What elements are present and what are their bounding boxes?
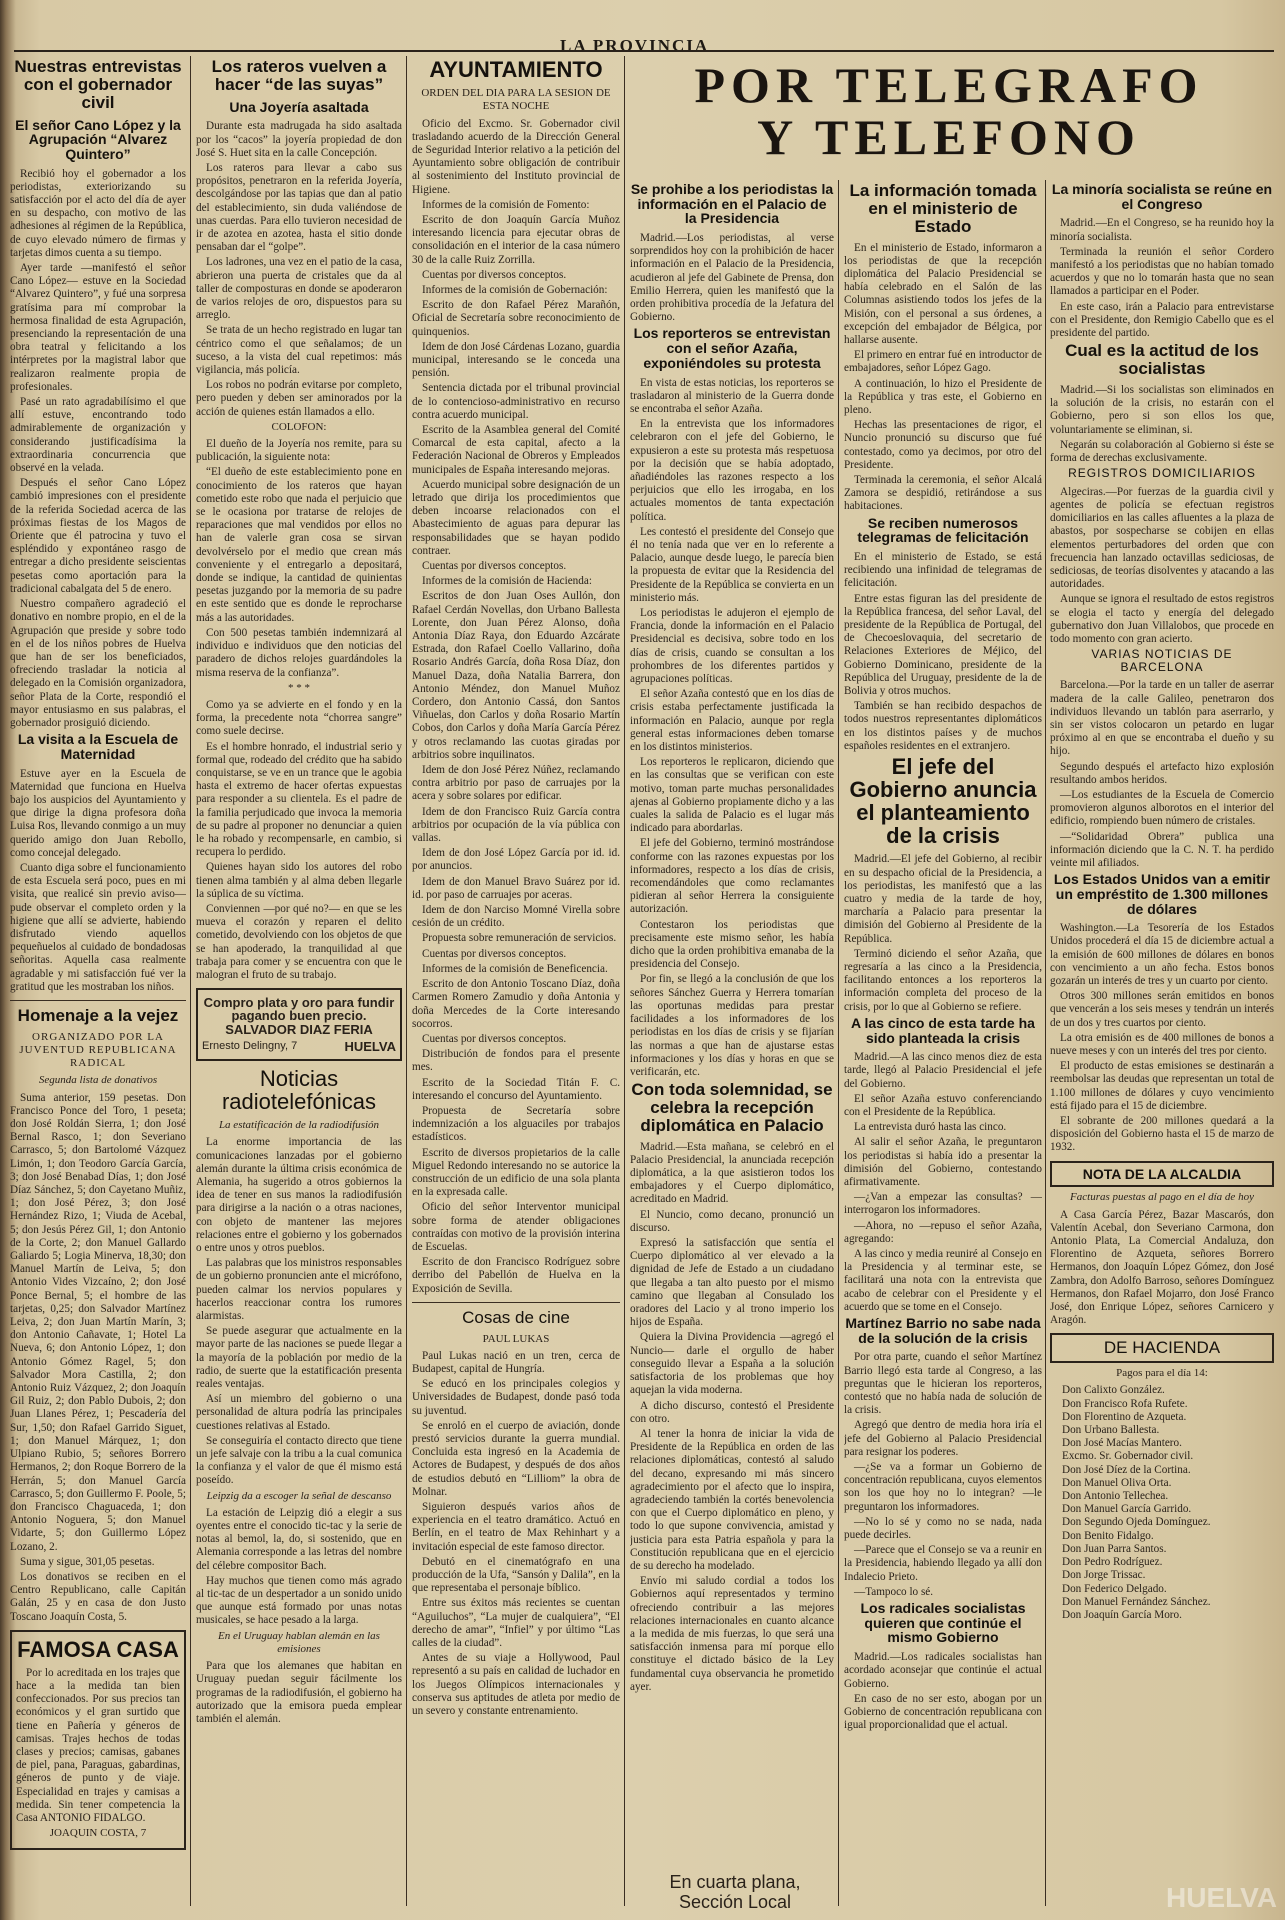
- paragraph: Acuerdo municipal sobre designación de un letrado que dirija los procedimientos que deben incoarse relacionados con el Abastecimiento de aguas para depurar las responsabilidades que se hayan podido contraer.: [412, 478, 620, 557]
- column-2: [196, 56, 402, 1916]
- article-subheadline: ORDEN DEL DIA PARA LA SESION DE ESTA NOCHE: [421, 87, 611, 113]
- paragraph: Los rateros para llevar a cabo sus propósitos, penetraron en la referida Joyería, descolgándose por las tapias que dan al patio del establecimiento, sin duda valiéndose de unas cuerdas. Para ello tuvieron necesidad de ir de azotea en azotea, hasta el sitio donde pensaban dar el “golpe”.: [196, 161, 402, 254]
- paragraph: Quienes hayan sido los autores del robo tienen alma también y al alma deben llegarle la súplica de su víctima.: [196, 861, 402, 900]
- list-item: Don Manuel Fernández Sánchez.: [1062, 1595, 1211, 1608]
- main-title-line2: Y TELEFONO: [757, 109, 1141, 165]
- paragraph: A dicho discurso, contestó el Presidente con otro.: [630, 1399, 834, 1425]
- column-6: [1050, 180, 1274, 1906]
- article-headline: La minoría socialista se reúne en el Congreso: [1051, 181, 1273, 212]
- paragraph: La enorme importancia de las comunicaciones lanzadas por el gobierno alemán durante la última crisis económica de Alemania, ha sugerido a otros gobiernos la idea de tener en sus manos la radiodifusión para dirigirse a la nación o a otras naciones, con objeto de mantener las mejores relaciones entre el gobierno y los gobernados o entre unos y otros pueblos.: [196, 1136, 402, 1254]
- paragraph: Madrid.—A las cinco menos diez de esta tarde, llegó al Palacio Presidencial el jefe del Gobierno.: [844, 1051, 1042, 1090]
- paragraph: Como ya se advierte en el fondo y en la forma, la precedente nota “chorrea sangre” como suele decirse.: [196, 698, 402, 738]
- paragraph: —Los estudiantes de la Escuela de Comercio promovieron algunos alborotos en el interior del edificio, rompiendo buen número de cristales.: [1050, 788, 1274, 828]
- paragraph: Propuesta de Secretaría sobre indemnización a los alguaciles por trabajos estadísticos.: [412, 1104, 620, 1144]
- paragraph: Aunque se ignora el resultado de estos registros se elogia el tacto y energía del delegado gubernativo don Juan Villalobos, que procede en todo momento con gran acierto.: [1050, 593, 1274, 645]
- column-divider: [838, 180, 839, 1906]
- paragraph: Agregó que dentro de media hora iría el jefe del Gobierno al Palacio Presidencial para resignar los poderes.: [844, 1419, 1042, 1458]
- list-item: Don Juan Parra Santos.: [1062, 1542, 1167, 1555]
- paragraph: Es el hombre honrado, el industrial serio y formal que, rodeado del crédito que ha sabido conquistarse, se ve en un trance que le agobia hasta el extremo de hacer ofertas expuestas para responder a su clientela. Es el padre de la familia perjudicado que invoca la memoria de su padre al proponer no denunciar a quien le ha robado y recompensarle, en cambio, si recupera lo perdido.: [196, 740, 402, 859]
- paragraph: Paul Lukas nació en un tren, cerca de Budapest, capital de Hungría.: [412, 1349, 620, 1376]
- paragraph: Antes de su viaje a Hollywood, Paul representó a su país en calidad de luchador en los Juegos Olímpicos internacionales y conserva sus aptitudes de atleta por medio de un severo y constante entrenamiento.: [412, 1652, 620, 1718]
- paragraph: —Ahora, no —repuso el señor Azaña, agregando:: [844, 1219, 1042, 1245]
- list-item: Don Segundo Ojeda Domínguez.: [1062, 1516, 1211, 1529]
- paragraph: Las palabras que los ministros responsables de un gobierno pronuncien ante el micrófono, pueden calmar los nervios populares y hacerlos reaccionar contra los rumores alarmistas.: [196, 1257, 402, 1323]
- ad-text: Por lo acreditada en los trajes que hace a la medida tan bien confeccionados. Por sus precios tan económicos y el gran surtido que tiene en Pañería y géneros de camisas. Trajes hechos de todas clases y precios; camisas, gabanes de piel, pana, Paraguas, gabardinas, géneros de punto y de viaje. Especialidad en trajes y camisas a medida. Sin tener competencia la Casa ANTONIO FIDALGO.: [16, 1666, 180, 1825]
- paragraph: Idem de don José Cárdenas Lozano, guardia municipal, interesando se le conceda una pensión.: [412, 340, 620, 380]
- paragraph: Cuentas por diversos conceptos.: [422, 268, 567, 281]
- article-headline: El jefe del Gobierno anuncia el planteamiento de la crisis: [849, 754, 1037, 849]
- paragraph: Negarán su colaboración al Gobierno si éste se forma de derechas exclusivamente.: [1050, 438, 1274, 464]
- paragraph: Al tener la honra de iniciar la vida de Presidente de la República en orden de las relaciones diplomáticas, contestó al saludo del decano, expresando mi más sincero agradecimiento por el afecto que lo inspira, agradeciendo también la cortés benevolencia con que el Cuerpo diplomático en pleno, y todo lo que supone convivencia, amistad y justicia para esta Patria española y para la Constitución republicana que en el ejercicio de su derecho ha modelado.: [630, 1427, 834, 1572]
- total-line: Suma y sigue, 301,05 pesetas.: [20, 1555, 155, 1568]
- paragraph: Segundo después el artefacto hizo explosión resultando ambos heridos.: [1050, 760, 1274, 786]
- paragraph: Quiera la Divina Providencia —agregó el Nuncio— darle el orgullo de haber conseguido llevar a España a la solución satisfactoria de los problemas que hoy aquejan la vida moderna.: [630, 1331, 834, 1397]
- article-subheadline: En el Uruguay hablan alemán en las emisiones: [218, 1629, 380, 1655]
- paragraph: Hay muchos que tienen como más agrado al tic-tac de un despertador a un sonido unido que aunque está formado por unas notas musicales, se hace pesado a la larga.: [196, 1574, 402, 1627]
- ad-footer: [202, 1040, 396, 1053]
- article-headline: Los radicales socialistas quieren que continúe el mismo Gobierno: [860, 1600, 1026, 1646]
- separator-stars: * * *: [288, 681, 310, 694]
- article-headline: Los rateros vuelven a hacer “de las suyas”: [211, 57, 387, 94]
- article-subheadline: Pagos para el día 14:: [1116, 1367, 1208, 1380]
- paragraph: Nuestro compañero agradeció el donativo en nombre propio, en el de la Agrupación que preside y sobre todo en el de los niños pobres de Huelva que han de ser los beneficiados, ofreciendo trasladar la noticia al delegado en la Comisión organizadora, señor Plata de la Corte, respondió el mayor entusiasmo en sus palabras, el gobernador prosiguió diciendo.: [10, 598, 186, 729]
- list-item: Don Florentino de Azqueta.: [1062, 1410, 1187, 1423]
- list-item: Don Calixto González.: [1062, 1384, 1165, 1397]
- paragraph: El señor Azaña contestó que en los días de crisis estaba perfectamente justificada la información en Palacio, aunque por regla general estas informaciones deben tomarse en los distintos ministerios.: [630, 688, 834, 754]
- article-headline: AYUNTAMIENTO: [429, 57, 603, 82]
- article-headline: Los Estados Unidos van a emitir un empréstito de 1.300 millones de dólares: [1053, 871, 1271, 917]
- paragraph: Idem de don Narciso Momné Virella sobre cesión de un crédito.: [412, 904, 620, 930]
- list-item: Don Manuel García Garrido.: [1062, 1503, 1192, 1516]
- paragraph: Los robos no podrán evitarse por completo, pero pueden y deben ser aminorados por la acción de quienes están llamados a ello.: [196, 379, 402, 418]
- paragraph: Escrito de don Rafael Pérez Marañón, Oficial de Secretaría sobre reconocimiento de quinquenios.: [412, 299, 620, 338]
- paragraph: Madrid.—Los periodistas, al verse sorprendidos hoy con la prohibición de hacer información en el Palacio de la Presidencia, acudieron al jefe del Gabinete de Prensa, don Emilio Herrera, quien les manifestó que la orden prohibitiva procedía de la Jefatura del Gobierno.: [630, 232, 834, 324]
- column-5: [844, 180, 1042, 1906]
- paragraph: Hechas las presentaciones de rigor, el Nuncio pronunció su discurso que fué contestado, como ya decimos, por otro del Presidente.: [844, 419, 1042, 471]
- article-headline: A las cinco de esta tarde ha sido planteada la crisis: [851, 1014, 1035, 1046]
- paragraph: En el ministerio de Estado, informaron a los periodistas de que la recepción diplomática del Palacio Presidencial se había celebrado en el Salón de las Columnas asistiendo todos los jefes de la Misión, con el personal a sus órdenes, a excepción del embajador de Bélgica, por hallarse ausente.: [844, 241, 1042, 346]
- paragraph: Cuanto diga sobre el funcionamiento de esta Escuela será poco, pues en mi visita, que realicé sin previo aviso— pude observar el completo orden y la higiene que allí se advierte, habiendo disfrutado viendo aquellos pequeñuelos al cuidado de bondadosas señoritas. Aquella casa realmente agradable y mi satisfacción fué ver la gratitud que les mostraban los niños.: [10, 861, 186, 993]
- notice-box: [1050, 1333, 1274, 1363]
- paragraph: Terminó diciendo el señor Azaña, que regresaría a las cinco a la Presidencia, facilitando entonces a los reporteros la información completa del proceso de la crisis, por lo que al Gobierno se refiere.: [844, 947, 1042, 1013]
- paragraph: Entre sus éxitos más recientes se cuentan “Aguiluchos”, “La mujer de cualquiera”, “El derecho de amar”, “Infiel” y por último “Las calles de la ciudad”.: [412, 1597, 620, 1650]
- paragraph: Barcelona.—Por la tarde en un taller de aserrar madera de la calle Galileo, penetraron dos individuos llevando un tablón para aserrarlo, y sin ser vistos colocaron un petardo en lugar próximo al en que se encontraba el dueño y su hijo.: [1050, 679, 1274, 758]
- paragraph: Los periodistas le adujeron el ejemplo de Francia, donde la información en el Palacio Presidencial es decisiva, sobre todo en los días de crisis, cuando se consultan a los prohombres de los diferentes partidos y agrupaciones políticas.: [630, 607, 834, 686]
- ad-address: JOAQUIN COSTA, 7: [49, 1827, 147, 1840]
- paragraph: —No lo sé y como no se nada, nada puede decirles.: [844, 1515, 1042, 1542]
- paragraph: Informes de la comisión de Fomento:: [422, 198, 590, 211]
- article-subheadline: Leipzig da a escoger la señal de descanso: [206, 1489, 392, 1502]
- paragraph: Se educó en los principales colegios y Universidades de Budapest, donde pasó toda su juventud.: [412, 1378, 620, 1417]
- paragraph: Por otra parte, cuando el señor Martínez Barrio llegó esta tarde al Congreso, a las preguntas que le hicieran los reporteros, contestó que no había nada de solución de la crisis.: [844, 1351, 1042, 1417]
- paragraph: Para que los alemanes que habitan en Uruguay puedan seguir fácilmente los programas de la radiodifusión, el gobierno ha autorizado que la emisora pueda emplear también el alemán.: [196, 1660, 402, 1725]
- article-subheadline: PAUL LUKAS: [482, 1332, 550, 1345]
- article-subheadline: La visita a la Escuela de Maternidad: [17, 731, 179, 762]
- paragraph: Escrito de la Sociedad Titán F. C. interesando el concurso del Ayuntamiento.: [412, 1076, 620, 1102]
- article-headline: Martínez Barrio no sabe nada de la solución de la crisis: [845, 1315, 1041, 1346]
- list-item: Don Jorge Trissac.: [1062, 1569, 1146, 1582]
- paragraph: En vista de estas noticias, los reporteros se trasladaron al ministerio de la Guerra donde se encontraba el señor Azaña.: [630, 376, 834, 415]
- list-item: Don Benito Fidalgo.: [1062, 1529, 1154, 1542]
- list-title: Segunda lista de donativos: [38, 1074, 158, 1087]
- article-headline: Cual es la actitud de los socialistas: [1065, 341, 1259, 379]
- paragraph: Cuentas por diversos conceptos.: [422, 1032, 567, 1045]
- paragraph: Escritos de don Juan Oses Aullón, don Rafael Cerdán Novellas, don Urbano Ballesta Lorente, don Juan Pérez Alonso, doña Antonia Díaz Raya, don Eduardo Azcárate Estrada, don Rafael Coello Vallarino, doña Rosario Andrés García, doña Rosa Díaz, don Manuel Daza, doña Natalia Barrera, don Antonio Méndez, don Manuel Muñoz Cordero, don Antonio Cassá, don Santos Viñuelas, don Carlos y doña Rosario Martín Cobos, don Carlos y doña María García Pérez y otros reclamando las cuotas giradas por arbitrios sobre inquilinatos.: [412, 590, 620, 761]
- paragraph: Oficio del señor Interventor municipal sobre forma de atender obligaciones contraídas con motivo de la provisión interina de Escuelas.: [412, 1201, 620, 1253]
- advertisement: [10, 1630, 186, 1851]
- paragraph: Así un miembro del gobierno o una personalidad de altura podría las principales cuestiones relativas al Estado.: [196, 1393, 402, 1432]
- paragraph: En caso de no ser esto, abogan por un Gobierno de concentración republicana con igual proporcionalidad que el actual.: [844, 1692, 1042, 1732]
- paragraph: A las cinco y media reuniré al Consejo en la Presidencia y al terminar este, se facilitará una nota con la entrevista que acabo de celebrar con el Presidente y el acuerdo que se tome en el Consejo.: [844, 1248, 1042, 1313]
- paragraph: En el ministerio de Estado, se está recibiendo una infinidad de telegramas de felicitación.: [844, 550, 1042, 590]
- paragraph: Informes de la comisión de Beneficencia.: [422, 962, 608, 975]
- paragraph: Después el señor Cano López cambió impresiones con el presidente de la referida Sociedad acerca de las próximas fiestas de los Magos de Oriente que él patrocina y tuvo el espléndido y expontáneo rasgo de entregar a dicho presidente seiscientas pesetas como aportación para la tradicional cabalgata del 5 de enero.: [10, 477, 186, 595]
- ad-name: SALVADOR DIAZ FERIA: [225, 1021, 373, 1037]
- paragraph: Idem de don José López García por id. id. por anuncios.: [412, 847, 620, 873]
- archive-watermark: HUELVA: [1166, 1882, 1277, 1913]
- paragraph: Madrid.—En el Congreso, se ha reunido hoy la minoría socialista.: [1050, 217, 1274, 243]
- paragraph: Madrid.—Los radicales socialistas han acordado aconsejar que continúe el actual Gobierno.: [844, 1651, 1042, 1690]
- paragraph: Entre estas figuran las del presidente de la República francesa, del señor Laval, del presidente de la República de Portugal, del de Checoeslovaquia, del secretario de Relaciones Exteriores de Méjico, del Gobierno Dominicano, presidente de la República del Uruguay, presidente de la de Bolivia y otros muchos.: [844, 592, 1042, 697]
- article-subheadline: Facturas puestas al pago en el día de hoy: [1070, 1191, 1254, 1204]
- list-item: Don Manuel Oliva Orta.: [1062, 1476, 1172, 1489]
- paragraph: Idem de don Manuel Bravo Suárez por id. id. por paso de carruajes por aceras.: [412, 875, 620, 901]
- paragraph: Distribución de fondos para el presente mes.: [412, 1048, 620, 1074]
- paragraph: Informes de la comisión de Hacienda:: [422, 575, 592, 588]
- paragraph: La otra emisión es de 400 millones de bonos a nueve meses y con un interés del tres por ciento.: [1050, 1031, 1274, 1058]
- paragraph: Cuentas por diversos conceptos.: [422, 560, 567, 572]
- paragraph: Les contestó el presidente del Consejo que él no tenía nada que ver en lo referente a Palacio, aunque desde luego, le parecía bien la propuesta de evitar que la Residencia del Presidente de la República se convierta en un ministerio más.: [630, 525, 834, 604]
- article-headline: Nuestras entrevistas con el gobernador civil: [14, 57, 182, 112]
- paragraph: Por fin, se llegó a la conclusión de que los señores Sánchez Guerra y Herrera tomarían las oportunas medidas para prestar facilidades a los informadores de los periodistas en los días de crisis y se fijarían las normas a que han de ajustarse estas informaciones y los días y horas en que se verificarán, etc.: [630, 973, 834, 1078]
- paragraph: Madrid.—El jefe del Gobierno, al recibir en su despacho oficial de la Presidencia, a los periodistas, les manifestó que a las cuatro y media de la tarde de hoy, marcharía a Palacio para presentar la dimisión del Gobierno al Presidente de la República.: [844, 853, 1042, 945]
- article-headline: Noticias radiotelefónicas: [221, 1065, 377, 1115]
- top-rule: [14, 50, 1274, 52]
- payee-list: [1050, 1384, 1274, 1622]
- list-item: Don José Macías Mantero.: [1062, 1437, 1182, 1450]
- article-headline: Con toda solemnidad, se celebra la recepción diplomática en Palacio: [631, 1080, 833, 1135]
- paragraph: Terminada la ceremonia, el señor Alcalá Zamora se despidió, retirándose a sus habitaciones.: [844, 473, 1042, 513]
- column-divider: [1045, 180, 1046, 1906]
- article-headline: Se prohibe a los periodistas la información en el Palacio de la Presidencia: [630, 181, 834, 227]
- article-headline: Se reciben numerosos telegramas de felicitación: [857, 514, 1029, 546]
- paragraph: Debutó en el cinematógrafo en una producción de la Ufa, “Sansón y Dalila”, en la que representaba el personaje bíblico.: [412, 1555, 620, 1595]
- column-3: [412, 56, 620, 1916]
- paragraph: Otros 300 millones serán emitidos en bonos que vencerán a los seis meses y tendrán un interés de un dos y tres cuartos por ciento.: [1050, 990, 1274, 1029]
- paragraph: Se conseguiría el contacto directo que tiene un jefe salvaje con la tribu a la cual comunica la confianza y el valor de que él mismo está poseído.: [196, 1434, 402, 1487]
- ad-address: Ernesto Delingny, 7: [202, 1039, 298, 1052]
- paragraph: Recibió hoy el gobernador a los periodistas, exteriorizando su satisfacción por el acto del día de ayer en su despacho, con motivo de las adhesiones al régimen de la República, de cuyo elevado número de firmas y tarjetas dimos cuenta a su tiempo.: [10, 167, 186, 259]
- column-4: [630, 180, 834, 1868]
- article-headline: Homenaje a la vejez: [17, 1005, 179, 1025]
- article-subheadline: La estatificación de la radiodifusión: [218, 1119, 380, 1132]
- paragraph: —Parece que el Consejo se va a reunir en la Presidencia, habiendo llegado ya allí don Indalecio Prieto.: [844, 1544, 1042, 1583]
- main-title-line1: POR TELEGRAFO: [694, 57, 1204, 113]
- paragraph: A continuación, lo hizo el Presidente de la República y tras este, el Gobierno en pleno.: [844, 377, 1042, 416]
- paragraph: Oficio del Excmo. Sr. Gobernador civil trasladando acuerdo de la Dirección General de Seguridad Interior relativo a la petición del Ayuntamiento sobre obligación de contribuir al sostenimiento del Instituto provincial de Higiene.: [412, 117, 620, 196]
- list-item: Don Francisco Rofa Rufete.: [1062, 1397, 1188, 1410]
- section-footer-note: En cuarta plana, Sección Local: [669, 1872, 801, 1912]
- paragraph: Escrito de don Antonio Toscano Díaz, doña Carmen Romero Zamudio y doña Antonia y doña Mercedes de la Corte interesando socorros.: [412, 978, 620, 1030]
- masthead: LA PROVINCIA: [560, 36, 710, 55]
- paragraph: Washington.—La Tesorería de los Estados Unidos procederá el día 15 de diciembre actual a la emisión de 600 millones de dólares en bonos con vencimiento a un año fecha. Estos bonos gozarán un interés de tres y un cuarto por ciento.: [1050, 922, 1274, 988]
- section-heading: VARIAS NOTICIAS DE BARCELONA: [1091, 647, 1233, 674]
- paragraph: Escrito de la Asamblea general del Comité Comarcal de esta capital, afecto a la Federación Nacional de Obreros y Empleados municipales de España interesando mejoras.: [412, 423, 620, 476]
- ad-text: Compro plata y oro para fundir pagando buen precio.: [203, 995, 395, 1024]
- paragraph: Informes de la comisión de Gobernación:: [422, 283, 608, 296]
- divider: [412, 1302, 620, 1303]
- paragraph: Contestaron los periodistas que precisamente este mismo señor, les había dicho que la orden prohibitiva emanaba de la presidencia del Consejo.: [630, 918, 834, 971]
- paragraph: Escrito de don Francisco Rodríguez sobre derribo del Pabellón de Huelva en la Exposición de Sevilla.: [412, 1256, 620, 1295]
- paragraph: También se han recibido despachos de todos nuestros representantes diplomáticos en los distintos países y de muchos españoles residentes en el extranjero.: [844, 700, 1042, 752]
- paragraph: —“Solidaridad Obrera” publica una información diciendo que la C. N. T. ha perdido veinte mil afiliados.: [1050, 830, 1274, 869]
- article-headline: Los reporteros se entrevistan con el señor Azaña, exponiéndoles su protesta: [633, 325, 831, 371]
- paragraph: Con 500 pesetas también indemnizará al individuo e individuos que den noticias del paradero de dichos relojes guardándoles la misma reserva de la confianza”.: [196, 626, 402, 679]
- list-item: Don Joaquín García Moro.: [1062, 1608, 1182, 1621]
- paragraph: La entrevista duró hasta las cinco.: [854, 1121, 1007, 1134]
- paragraph: Idem de don Francisco Ruiz García contra arbitrios por ocupación de la vía pública con vallas.: [412, 805, 620, 845]
- paragraph: Sentencia dictada por el tribunal provincial de lo contencioso-administrativo en recurso contra acuerdo municipal.: [412, 382, 620, 421]
- notice-title: DE HACIENDA: [1103, 1338, 1221, 1358]
- section-heading: REGISTROS DOMICILIARIOS: [1068, 466, 1256, 481]
- paragraph: —¿Se va a formar un Gobierno de concentración republicana, cuyos elementos son los que hoy no lo integran? —le preguntaron los informadores.: [844, 1461, 1042, 1513]
- article-headline: Cosas de cine: [462, 1307, 570, 1327]
- paragraph: Siguieron después varios años de experiencia en el teatro dramático. Actuó en Berlín, en el teatro de Max Rehinhart y a invitación especial de este famoso director.: [412, 1501, 620, 1553]
- paragraph: El señor Azaña estuvo conferenciando con el Presidente de la República.: [844, 1092, 1042, 1119]
- paragraph: —Tampoco lo sé.: [854, 1585, 934, 1598]
- column-divider: [190, 56, 191, 1906]
- ad-city: HUELVA: [344, 1038, 396, 1054]
- advertisement: [196, 988, 402, 1061]
- list-item: Excmo. Sr. Gobernador civil.: [1062, 1450, 1194, 1463]
- paragraph: El jefe del Gobierno, terminó mostrándose conforme con las razones expuestas por los informadores, respecto a los días de crisis, recomendándoles que como reclamantes pidieran al señor Herrera la consiguiente autorización.: [630, 837, 834, 916]
- paragraph: Suma anterior, 159 pesetas. Don Francisco Ponce del Toro, 1 peseta; don José Roldán Sierra, 1; don José Bernal Rasco, 1; don Severiano Carrasco, 5; don Bartolomé Vázquez Limón, 1; don Teodoro García García, 3; don José Benabad Días, 1; don José Díaz Sánchez, 5; don Cayetano Muñiz, 1; don José Pérez, 3; don José Hernández Rizo, 1; Viuda de Acebal, 5; don Jesús Pérez Gil, 1; don Antonio de la Corte, 2; don Manuel Gallardo Galiardo 5; Logia Minerva, 18,30; don Manuel Martín de Leiva, 5; don Antonio Vides Vizcaíno, 2; don José Ponce Bernal, 5; el hombre de las tarjetas, 0,25; don Salvador Martínez Leiva, 2; don Juan Martín Marín, 3; don Antonio Cañavate, 1; Hotel La Nueva, 6; don Antonio López, 1; don Antonio Gómez Ragel, 5; don Salvador Mora Castilla, 2; don Antonio Ruiz Vázquez, 2; don Joaquín Gil Ruiz, 2; don Pablo Dubois, 2; don Juan Llanes Pérez, 1; Pescadería del Sur, 1,50; don Rafael Garrido Siguet, 1; don Manuel Márquez, 1; don Ulpiano Rubio, 5; señores Borrero Hermanos, 2; don Roque Borrero de la Herrán, 5; don Manuel García Carrasco, 5; don Guillermo F. Poole, 5; don Francisco Chaguaceda, 1; don Antonio Noguera, 5; don Manuel Vidarte, 5; don Guillermo López Lozano, 2.: [10, 1091, 186, 1553]
- paragraph: Idem de don José Pérez Núñez, reclamando contra arbitrio por paso de carruajes por la acera y sobre solares por edificar.: [412, 764, 620, 803]
- paragraph: Propuesta sobre remuneración de servicios.: [422, 932, 617, 945]
- paragraph: Ayer tarde —manifestó el señor Cano López— estuve en la Sociedad “Alvarez Quintero”, y fué una sorpresa gratísima para mí comprobar la hermosa finalidad de esta Agrupación, presenciando la representación de una obra teatral y felicitando a los intérpretes por la magistral labor que realizaron realmente propia de profesionales.: [10, 262, 186, 393]
- paragraph: El producto de estas emisiones se destinarán a reembolsar las deudas que representan un total de 1.100 millones de dólares y cuyo vencimiento está fijado para el 15 de diciembre.: [1050, 1060, 1274, 1112]
- paragraph: La estación de Leipzig dió a elegir a sus oyentes entre el conocido tic-tac y la serie de notas al bemol, la, do, si sostenido, que en Alemania corresponde a las letras del nombre del célebre compositor Bach.: [196, 1506, 402, 1572]
- ad-title: FAMOSA CASA: [17, 1636, 179, 1662]
- paragraph: Se puede asegurar que actualmente en la mayor parte de las naciones se puede llegar a la mayoría de la población por medio de la radio, de suerte que la estatificación presenta reales ventajas.: [196, 1325, 402, 1391]
- paragraph: Al salir el señor Azaña, le preguntaron los periodistas si había ido a presentar la dimisión del Gobierno, contestando afirmativamente.: [844, 1136, 1042, 1189]
- notice-box: [1050, 1161, 1274, 1188]
- list-item: Don Federico Delgado.: [1062, 1582, 1167, 1595]
- paragraph: Se trata de un hecho registrado en lugar tan céntrico como el que señalamos; de un suceso, a la vista del cual repetimos: más vigilancia, más policía.: [196, 324, 402, 377]
- paragraph: En este caso, irán a Palacio para entrevistarse con el Presidente, don Remigio Cabello que es el presidente del partido.: [1050, 300, 1274, 339]
- column-divider: [406, 56, 407, 1906]
- list-item: Don Urbano Ballesta.: [1062, 1424, 1160, 1437]
- paragraph: Los reporteros le replicaron, diciendo que en las consultas que se verifican con este motivo, toman parte muchas personalidades ajenas al Gobierno propiamente dicho y a las cuales la salida de Palacio es el lugar más indicado para abordarlas.: [630, 756, 834, 835]
- paragraph: Escrito de don Joaquín García Muñoz interesando licencia para ejecutar obras de consolidación en el interior de la casa número 30 de la calle Ruiz Zorrilla.: [412, 213, 620, 266]
- paragraph: El Nuncio, como decano, pronunció un discurso.: [630, 1208, 834, 1234]
- paragraph: Se enroló en el cuerpo de aviación, donde prestó servicios durante la guerra mundial. Concluida esta ingresó en la Academia de Actores de Budapest, y después de dos años de estudios debutó en “Lilliom” la obra de Molnar.: [412, 1419, 620, 1498]
- paragraph: —¿Van a empezar las consultas? —interrogaron los informadores.: [844, 1191, 1042, 1217]
- paragraph: Pasé un rato agradabilísimo el que allí estuve, encontrando todo admirablemente de organización y considerando justificadísima la extraordinaria concurrencia que observé en la velada.: [10, 396, 186, 475]
- paragraph: Conviennen —por qué no?— en que se les mueva el corazón y reparen el delito cometido, devolviendo con los objetos de que se han apoderado, la tranquilidad al que trabaja para comer y se encuentra con que le malogran el fruto de su trabajo.: [196, 902, 402, 981]
- paragraph: Envío mi saludo cordial a todos los Gobiernos aquí representados y termino ofreciendo contribuir a las mejores relaciones internacionales en cuanto alcance a la medida de mis fuerzas, lo que será una satisfacción inmensa para mí porque ello constituye el dictado básico de la Ley fundamental cuya observancia he prometido ayer.: [630, 1575, 834, 1693]
- paragraph: Los donativos se reciben en el Centro Republicano, calle Capitán Galán, 25 y en casa de don Justo Toscano Joaquín Costa, 5.: [10, 1570, 186, 1623]
- paragraph: El dueño de la Joyería nos remite, para su publicación, la siguiente nota:: [196, 438, 402, 464]
- paragraph: Terminada la reunión el señor Cordero manifestó a los periodistas que no habían tomado acuerdos y que no lo tomarán hasta que no sean llamados a participar en el Poder.: [1050, 245, 1274, 298]
- article-subheadline: Una Joyería asaltada: [229, 98, 369, 115]
- organizer-line: ORGANIZADO POR LA JUVENTUD REPUBLICANA RADICAL: [19, 1030, 177, 1070]
- divider: [10, 1000, 186, 1001]
- paragraph: Madrid.—Si los socialistas son eliminados en la solución de la crisis, no estarán con el Gobierno, pero si son ellos los que, voluntariamente se eliminan, si.: [1050, 383, 1274, 436]
- paragraph: Algeciras.—Por fuerzas de la guardia civil y agentes de policía se efectuan registros domiciliarios en las calles afluentes a la plaza de abastos, por sospecharse se cobijen en ellas elementos perturbadores del orden que con frecuencia han lanzado octavillas sediciosas, de sediciosas, de teorías disolventes y atacando a las autoridades.: [1050, 485, 1274, 591]
- section-label: COLOFON:: [271, 420, 327, 433]
- list-item: Don José Díez de la Cortina.: [1062, 1463, 1191, 1476]
- list-item: Don Antonio Tellechea.: [1062, 1490, 1169, 1503]
- paragraph: Estuve ayer en la Escuela de Maternidad que funciona en Huelva bajo los auspicios del Ayuntamiento y que dirige la digna profesora doña Luisa Ros, llevando conmigo a un muy querido amigo don Juan Rebollo, como concejal delegado.: [10, 767, 186, 859]
- article-headline: La información tomada en el ministerio de Estado: [849, 181, 1037, 236]
- column-divider: [624, 56, 625, 1906]
- paragraph: El primero en entrar fué en introductor de embajadores, señor López Gago.: [844, 349, 1042, 375]
- list-item: Don Pedro Rodríguez.: [1062, 1556, 1163, 1569]
- paragraph: Escrito de diversos propietarios de la calle Miguel Redondo interesando no se autorice la construcción de un edificio de una sola planta en la expresada calle.: [412, 1146, 620, 1199]
- notice-title: NOTA DE LA ALCALDIA: [1082, 1165, 1242, 1182]
- article-subheadline: El señor Cano López y la Agrupación “Alvarez Quintero”: [15, 116, 181, 162]
- paragraph: Expresó la satisfacción que sentía el Cuerpo diplomático al ver elevado a la dignidad de Jefe de Estado a un ciudadano que llegaba a tan alto puesto por el mismo camino que llegaban al Consulado los oradores del Lacio y al trono imperio los hijos de España.: [630, 1237, 834, 1329]
- paragraph: Los ladrones, una vez en el patio de la casa, abrieron una puerta de cristales que da al taller de composturas en donde se apoderaron de varios relojes de oro, dispuestos para su arreglo.: [196, 256, 402, 322]
- paragraph: Madrid.—Esta mañana, se celebró en el Palacio Presidencial, la anunciada recepción diplomática, a la que asistieron todos los embajadores y el Cuerpo diplomático, acreditado en Madrid.: [630, 1140, 834, 1206]
- column-1: [10, 56, 186, 1916]
- paragraph: Cuentas por diversos conceptos.: [422, 947, 567, 960]
- paragraph: A Casa García Pérez, Bazar Mascarós, don Valentín Acebal, don Severiano Carmona, don Antonio Plata, La Comercial Andaluza, don Florentino de Azqueta, señores Borrero Hermanos, don Joaquín López Gómez, don José Zambra, don Adolfo Barroso, señores Domínguez Hermanos, don Rafael Mojarro, don José Franco José, don Enrique López, señores Carnicero y Aragón.: [1050, 1208, 1274, 1327]
- paragraph: Durante esta madrugada ha sido asaltada por los “cacos” la joyería propiedad de don José S. Huet sita en la calle Concepción.: [196, 120, 402, 159]
- paragraph: “El dueño de este establecimiento pone en conocimiento de los rateros que hayan cometido este robo que nada el perjuicio que se le ocasiona por tratarse de relojes de reparaciones que mal vendidos por ellos no han de valerle gran cosa se sirvan devolvérselo por el medio que crean más conveniente y el entregarlo a depositará, donde se indique, la cantidad de quinientas pesetas juzgando por la memoria de su padre en este sentido que es donde le reprocharse más a las autoridades.: [196, 466, 402, 624]
- paragraph: En la entrevista que los informadores celebraron con el jefe del Gobierno, le expusieron a este su protesta más respetuosa por la decisión que se había adoptado, añadiéndoles las razones respecto a los perjuicios que ello les irrogaba, en los actuales momentos de tanta expectación política.: [630, 418, 834, 523]
- paragraph: El sobrante de 200 millones quedará a la disposición del Gobierno hasta el 15 de marzo de 1932.: [1050, 1115, 1274, 1154]
